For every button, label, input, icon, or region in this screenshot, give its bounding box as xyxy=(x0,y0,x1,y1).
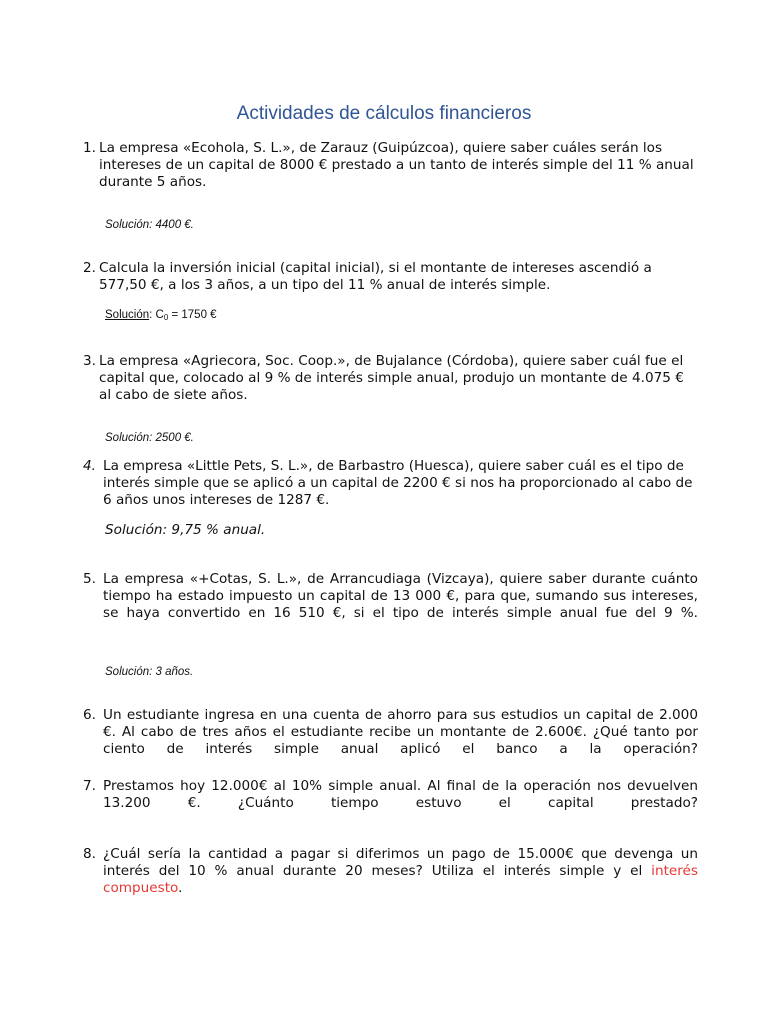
solution-value: = 1750 € xyxy=(168,309,217,321)
exercise-number: 1. xyxy=(83,140,96,156)
exercise-number: 7. xyxy=(83,778,96,794)
exercise-4-solution: Solución: 9,75 % anual. xyxy=(105,522,266,538)
exercise-4 xyxy=(83,458,698,508)
exercise-number: 2. xyxy=(83,260,96,276)
exercise-text: La empresa «Little Pets, S. L.», de Barbastro (Huesca), quiere saber cuál es el tipo de interés simple que se aplicó a un capital de 2200 € si nos ha proporcionado al cabo de 6 años unos intereses de 1287 €. xyxy=(103,458,693,508)
exercise-7 xyxy=(83,778,698,828)
solution-label: Solución xyxy=(105,309,150,321)
exercise-text: La empresa «+Cotas, S. L.», de Arrancudiaga (Vizcaya), quiere saber durante cuánto tiempo ha estado impuesto un capital de 13 000 €, para que, sumando sus intereses, se haya convertido en 16 510 €, si el tipo de interés simple anual fue del 9 %. xyxy=(103,571,698,621)
exercise-text xyxy=(103,846,698,913)
exercise-text: Un estudiante ingresa en una cuenta de ahorro para sus estudios un capital de 2.000 €. Al cabo de tres años el estudiante recibe un montante de 2.600€. ¿Qué tanto por ciento de interés simple anual aplicó el banco a la operación? xyxy=(103,707,698,757)
exercise-5 xyxy=(83,571,698,638)
exercise-2 xyxy=(83,260,698,294)
exercise-6 xyxy=(83,707,698,774)
exercise-text: Prestamos hoy 12.000€ al 10% simple anual. Al final de la operación nos devuelven 13.200 €. ¿Cuánto tiempo estuvo el capital prestado? xyxy=(103,778,698,811)
exercise-3-solution: Solución: 2500 €. xyxy=(105,432,194,444)
exercise-number: 8. xyxy=(83,846,96,862)
page-title: Actividades de cálculos financieros xyxy=(236,103,532,124)
exercise-number: 5. xyxy=(83,571,96,587)
exercise-number: 3. xyxy=(83,353,96,369)
solution-symbol: C xyxy=(155,309,164,321)
exercise-5-solution: Solución: 3 años. xyxy=(105,666,194,678)
exercise-number: 4. xyxy=(83,458,96,474)
exercise-1 xyxy=(83,140,698,190)
exercise-8 xyxy=(83,846,698,913)
exercise-1-solution: Solución: 4400 €. xyxy=(105,219,194,231)
highlighted-term: interés compuesto xyxy=(103,862,698,896)
exercise-text: La empresa «Ecohola, S. L.», de Zarauz (Guipúzcoa), quiere saber cuáles serán los intereses de un capital de 8000 € prestado a un tanto de interés simple del 11 % anual durante 5 años. xyxy=(99,140,694,190)
exercise-text-main: ¿Cuál sería la cantidad a pagar si diferimos un pago de 15.000€ que devenga un interés del 10 % anual durante 20 meses? Utiliza el interés simple y el xyxy=(103,846,698,879)
exercise-2-solution: Solución: $C_0 = 1750$ € xyxy=(105,309,217,322)
exercise-3 xyxy=(83,353,698,403)
exercise-text: La empresa «Agriecora, Soc. Coop.», de Bujalance (Córdoba), quiere saber cuál fue el capital que, colocado al 9 % de interés simple anual, produjo un montante de 4.075 € al cabo de siete años. xyxy=(99,353,684,403)
solution-subscript: 0 xyxy=(163,313,169,322)
exercise-text-end: . xyxy=(178,879,183,896)
exercise-text: Calcula la inversión inicial (capital inicial), si el montante de intereses ascendió a 577,50 €, a los 3 años, a un tipo del 11 % anual de interés simple. xyxy=(99,260,652,293)
exercise-number: 6. xyxy=(83,707,96,723)
